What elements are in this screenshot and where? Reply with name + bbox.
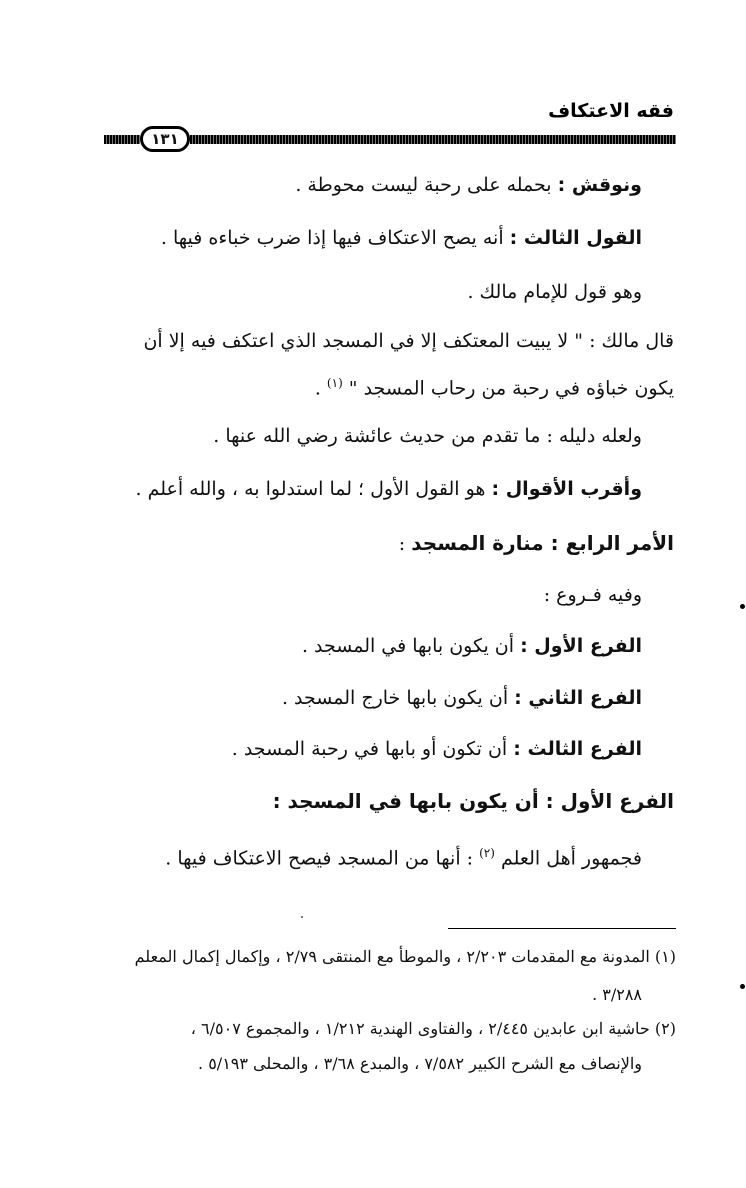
footnote-separator — [448, 928, 676, 929]
term-label: الفرع الأول : — [520, 635, 642, 657]
edge-mark — [740, 984, 745, 989]
edge-mark — [740, 604, 745, 609]
line-text: يكون خباؤه في رحبة من رحاب المسجد " — [348, 377, 674, 400]
footnote-1-continued: ٣/٢٨٨ . — [592, 985, 642, 1004]
subsection-heading — [273, 788, 674, 815]
line-text: فجمهور أهل العلم — [500, 847, 642, 870]
term-label: وأقرب الأقوال : — [491, 478, 642, 500]
line-text: وفيه فـروع : — [543, 584, 642, 606]
body-line-5 — [315, 370, 674, 401]
page-number: ١٣١ — [140, 126, 190, 152]
line-text: أنه يصح الاعتكاف فيها إذا ضرب خباءه فيها . — [160, 227, 510, 249]
footnote-1: (١) المدونة مع المقدمات ٢/٢٠٣ ، والموطأ مع المنتقى ٢/٧٩ ، وإكمال إكمال المعلم — [134, 947, 676, 966]
footnote-ref: (٢) — [479, 846, 495, 860]
body-line-1 — [295, 172, 642, 198]
line-text: قال مالك : " لا يبيت المعتكف إلا في المسجد الذي اعتكف فيه إلا أن — [143, 330, 674, 352]
body-line-10 — [302, 633, 642, 659]
body-line-6 — [213, 423, 642, 449]
body-line-3 — [467, 279, 642, 305]
term-label: القول الثالث : — [509, 227, 642, 249]
body-line-14 — [165, 840, 642, 871]
term-label: ونوقش : — [557, 174, 642, 196]
line-text-end: : أنها من المسجد فيصح الاعتكاف فيها . — [165, 847, 480, 870]
body-line-2 — [161, 225, 642, 251]
line-text: أن يكون بابها خارج المسجد . — [281, 687, 515, 709]
line-text: ولعله دليله : ما تقدم من حديث عائشة رضي الله عنها . — [213, 425, 642, 447]
body-line-7 — [136, 476, 643, 502]
term-label: الفرع الثالث : — [513, 738, 642, 760]
line-text: أن تكون أو بابها في رحبة المسجد . — [231, 738, 514, 760]
section-topic: منارة المسجد — [411, 531, 551, 555]
print-speck — [301, 916, 303, 918]
body-line-12 — [232, 736, 642, 762]
subsection-label: الفرع الأول : أن يكون بابها في المسجد : — [272, 789, 674, 813]
line-text-end: . — [314, 377, 327, 400]
footnote-2: (٢) حاشية ابن عابدين ٢/٤٤٥ ، والفتاوى الهندية ١/٢١٢ ، والمجموع ٦/٥٠٧ ، — [190, 1019, 676, 1038]
body-line-11 — [282, 685, 642, 711]
section-label: الأمر الرابع : — [550, 531, 674, 555]
header-rule — [104, 132, 676, 148]
header-rule-left — [104, 135, 140, 144]
section-heading — [399, 530, 674, 557]
line-text: هو القول الأول ؛ لما استدلوا به ، والله أعلم . — [135, 478, 492, 500]
line-text: وهو قول للإمام مالك . — [467, 281, 642, 303]
line-text: أن يكون بابها في المسجد . — [301, 635, 521, 657]
footnote-ref: (١) — [326, 376, 343, 390]
body-line-4 — [143, 328, 674, 354]
footnote-2-continued: والإنصاف مع الشرح الكبير ٧/٥٨٢ ، والمبدع ٣/٦٨ ، والمحلى ٥/١٩٣ . — [198, 1054, 642, 1073]
body-line-9 — [544, 582, 642, 608]
line-text: بحمله على رحبة ليست محوطة . — [295, 174, 558, 196]
line-text-end: : — [398, 533, 412, 555]
header-rule-right — [190, 135, 676, 144]
term-label: الفرع الثاني : — [514, 687, 642, 709]
running-header-title: فقه الاعتكاف — [548, 100, 674, 122]
